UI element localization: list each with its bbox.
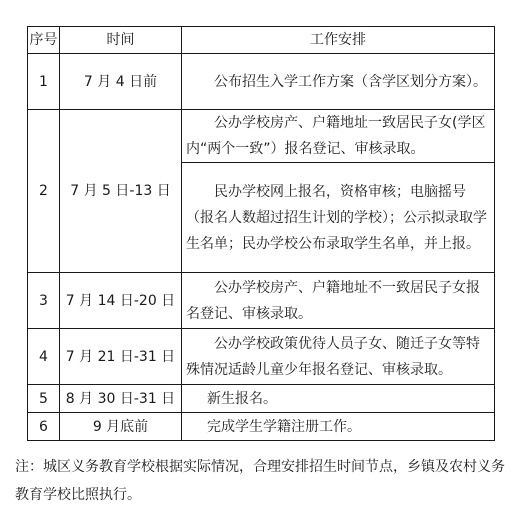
table-row	[28, 54, 495, 110]
row-number: 5	[28, 385, 60, 413]
table-row	[28, 413, 495, 441]
row-time: 7 月 14 日-20 日	[60, 273, 182, 329]
row-task-text: 完成学生学籍注册工作。	[207, 418, 361, 435]
row-task	[182, 54, 495, 110]
row-time: 8 月 30 日-31 日	[60, 385, 182, 413]
row-number: 1	[28, 54, 60, 110]
row-number: 3	[28, 273, 60, 329]
row-task	[182, 329, 495, 385]
row-time: 7 月 21 日-31 日	[60, 329, 182, 385]
row-task-text: 民办学校网上报名，资格审核；电脑摇号（报名人数超过招生计划的学校）；公示拟录取学生名单；民办学校公布录取学生名单，并上报。	[186, 183, 487, 252]
row-task-text: 公办学校房产、户籍地址不一致居民子女报名登记、审核录取。	[186, 279, 480, 322]
row-task-text: 新生报名。	[207, 390, 277, 407]
row-task	[182, 110, 495, 163]
header-number: 序号	[28, 27, 60, 54]
table-row	[28, 385, 495, 413]
table-header-row	[28, 27, 495, 54]
row-task	[182, 413, 495, 441]
header-task: 工作安排	[182, 27, 495, 54]
row-number: 4	[28, 329, 60, 385]
row-task-text: 公办学校政策优待人员子女、随迁子女等特殊情况适龄儿童少年报名登记、审核录取。	[186, 335, 480, 378]
row-task-text: 公布招生入学工作方案（含学区划分方案）。	[214, 73, 487, 90]
row-number: 6	[28, 413, 60, 441]
row-task	[182, 273, 495, 329]
row-number: 2	[28, 110, 60, 273]
table-row	[28, 329, 495, 385]
table-row	[28, 110, 495, 163]
table-row	[28, 273, 495, 329]
row-task	[182, 385, 495, 413]
row-task-text: 公办学校房产、户籍地址一致居民子女(学区内“两个一致”）报名登记、审核录取。	[186, 115, 486, 157]
row-time: 7 月 4 日前	[60, 54, 182, 110]
header-time: 时间	[60, 27, 182, 54]
row-time: 7 月 5 日-13 日	[60, 110, 182, 273]
row-task	[182, 163, 495, 273]
footnote: 注：城区义务教育学校根据实际情况，合理安排招生时间节点，乡镇及农村义务教育学校比照执行。	[15, 459, 505, 503]
schedule-table	[27, 26, 495, 441]
row-time: 9 月底前	[60, 413, 182, 441]
